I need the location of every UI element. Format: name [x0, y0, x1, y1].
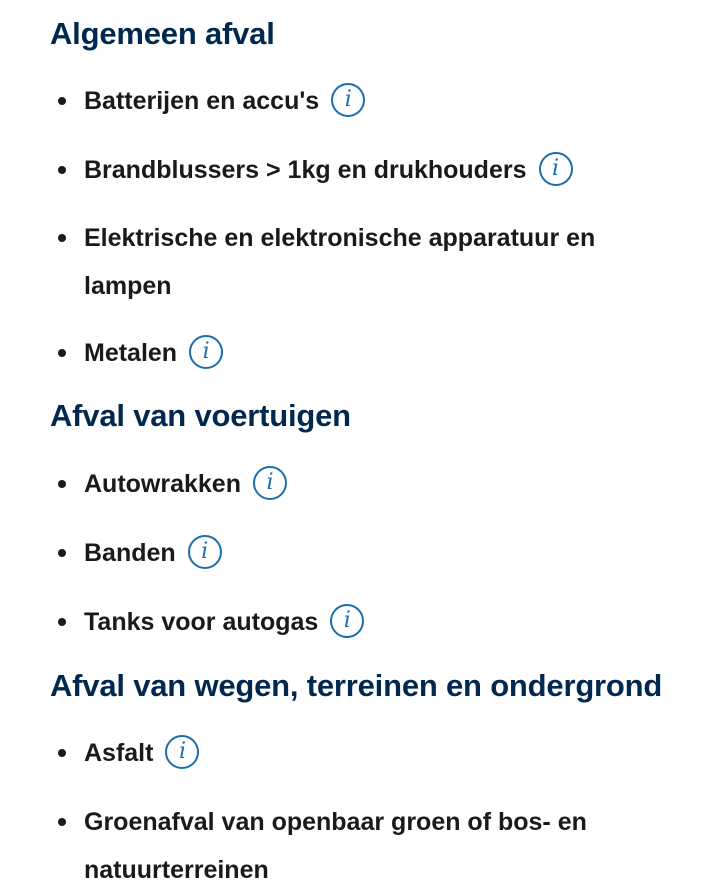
item-label: Metalen	[84, 339, 178, 367]
info-icon[interactable]: i	[253, 466, 287, 500]
bullet	[58, 234, 66, 242]
info-icon[interactable]: i	[539, 152, 573, 186]
bullet	[58, 618, 66, 626]
bullet	[58, 818, 66, 826]
info-icon[interactable]: i	[331, 83, 365, 117]
section-title-afval-van-voertuigen: Afval van voertuigen	[50, 398, 351, 433]
section-title-algemeen-afval: Algemeen afval	[50, 16, 275, 51]
item-label: Brandblussers > 1kg en drukhouders	[84, 156, 527, 184]
item-label: Groenafval van openbaar groen of bos- en natuurterreinen	[84, 808, 587, 884]
bullet	[58, 166, 66, 174]
item-label: Asfalt	[84, 739, 154, 767]
info-icon[interactable]: i	[188, 535, 222, 569]
bullet	[58, 749, 66, 757]
bullet	[58, 549, 66, 557]
bullet	[58, 480, 66, 488]
item-label: Banden	[84, 539, 176, 567]
section-title-afval-van-wegen: Afval van wegen, terreinen en ondergrond	[50, 668, 663, 703]
item-label: Elektrische en elektronische apparatuur en lampen	[84, 224, 596, 300]
bullet	[58, 97, 66, 105]
item-label: Autowrakken	[84, 470, 241, 498]
item-label: Tanks voor autogas	[84, 608, 319, 636]
item-label: Batterijen en accu's	[84, 87, 320, 115]
info-icon[interactable]: i	[189, 335, 223, 369]
info-icon[interactable]: i	[330, 604, 364, 638]
bullet	[58, 349, 66, 357]
info-icon[interactable]: i	[165, 735, 199, 769]
